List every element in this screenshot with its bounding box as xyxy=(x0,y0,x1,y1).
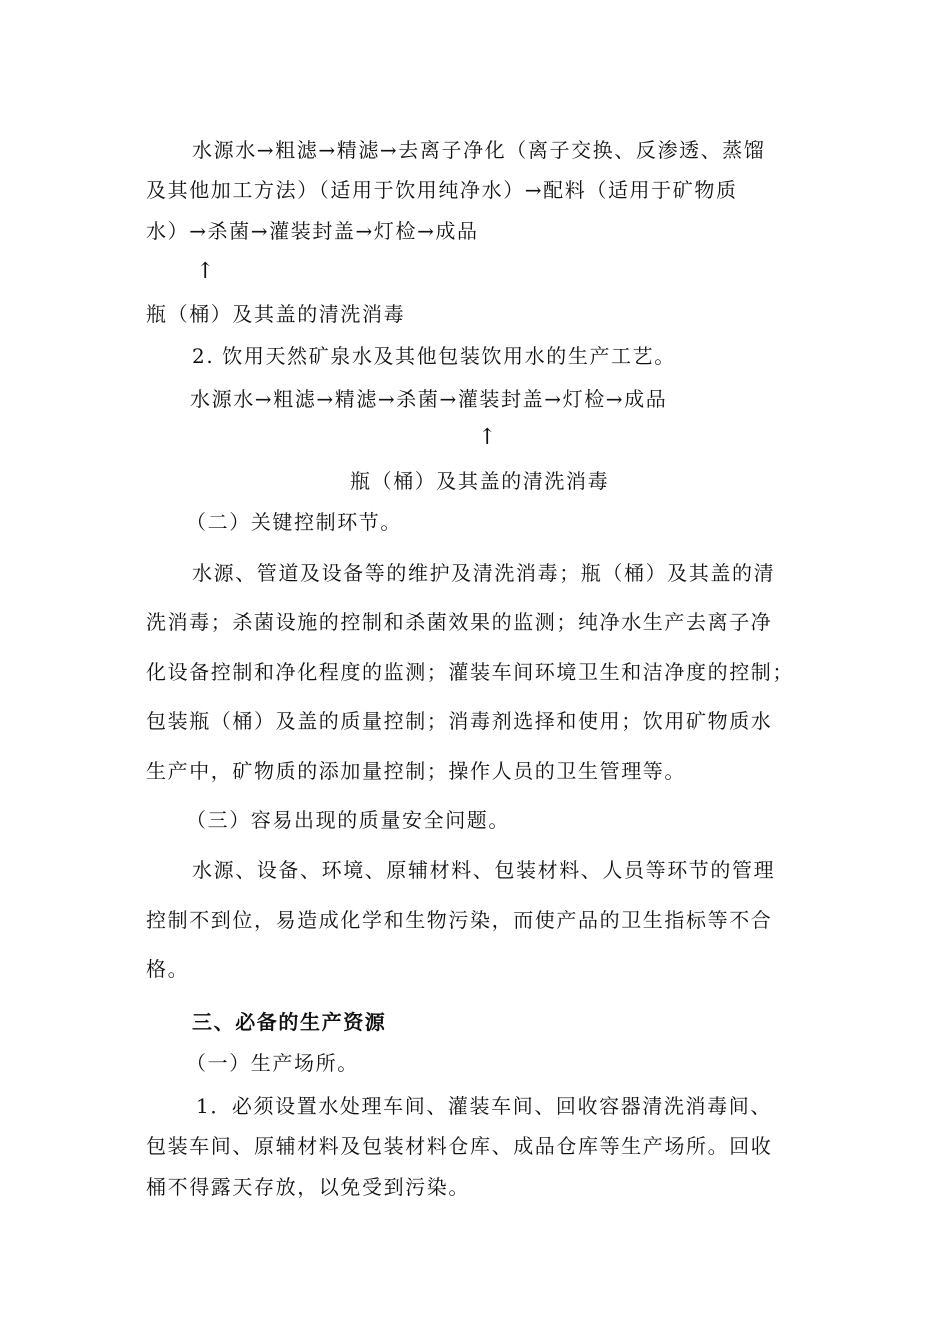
section-er-line: 洗消毒；杀菌设施的控制和杀菌效果的监测；纯净水生产去离子净 xyxy=(146,610,773,634)
section-san-line: 格。 xyxy=(146,957,190,981)
section-er-line: 水源、管道及设备等的维护及清洗消毒；瓶（桶）及其盖的清 xyxy=(192,561,776,585)
flow2-line1: 水源水→粗滤→精滤→杀菌→灌装封盖→灯检→成品 xyxy=(190,387,668,411)
chapter3-heading: 三、必备的生产资源 xyxy=(192,1010,387,1034)
section-san-heading: （三）容易出现的质量安全问题。 xyxy=(186,808,510,832)
chapter3-item1-line: 1．必须设置水处理车间、灌装车间、回收容器清洗消毒间、 xyxy=(196,1094,772,1118)
section-san-line: 水源、设备、环境、原辅材料、包装材料、人员等环节的管理 xyxy=(192,858,776,882)
section-san-line: 控制不到位，易造成化学和生物污染，而使产品的卫生指标等不合 xyxy=(146,908,773,932)
flow1-up-arrow-icon: ↑ xyxy=(196,259,217,284)
chapter3-sub1-heading: （一）生产场所。 xyxy=(186,1051,359,1075)
chapter3-item1-line: 包装车间、原辅材料及包装材料仓库、成品仓库等生产场所。回收 xyxy=(146,1134,773,1158)
section-er-line: 生产中，矿物质的添加量控制；操作人员的卫生管理等。 xyxy=(146,759,686,783)
chapter3-item1-line: 桶不得露天存放，以免受到污染。 xyxy=(146,1175,470,1199)
flow1-line2: 及其他加工方法）（适用于饮用纯净水）→配料（适用于矿物质 xyxy=(146,178,738,202)
section-er-heading: （二）关键控制环节。 xyxy=(186,510,402,534)
section-er-line: 化设备控制和净化程度的监测；灌装车间环境卫生和洁净度的控制； xyxy=(146,660,794,684)
flow1-line3: 水）→杀菌→灌装封盖→灯检→成品 xyxy=(146,219,479,243)
flow1-below-text: 瓶（桶）及其盖的清洗消毒 xyxy=(146,302,406,326)
flow2-below-text: 瓶（桶）及其盖的清洗消毒 xyxy=(350,469,610,493)
flow1-line1: 水源水→粗滤→精滤→去离子净化（离子交换、反渗透、蒸馏 xyxy=(192,138,766,162)
flow2-up-arrow-icon: ↑ xyxy=(478,425,499,450)
item2-heading: 2. 饮用天然矿泉水及其他包装饮用水的生产工艺。 xyxy=(192,344,676,368)
section-er-line: 包装瓶（桶）及盖的质量控制；消毒剂选择和使用；饮用矿物质水 xyxy=(146,709,773,733)
